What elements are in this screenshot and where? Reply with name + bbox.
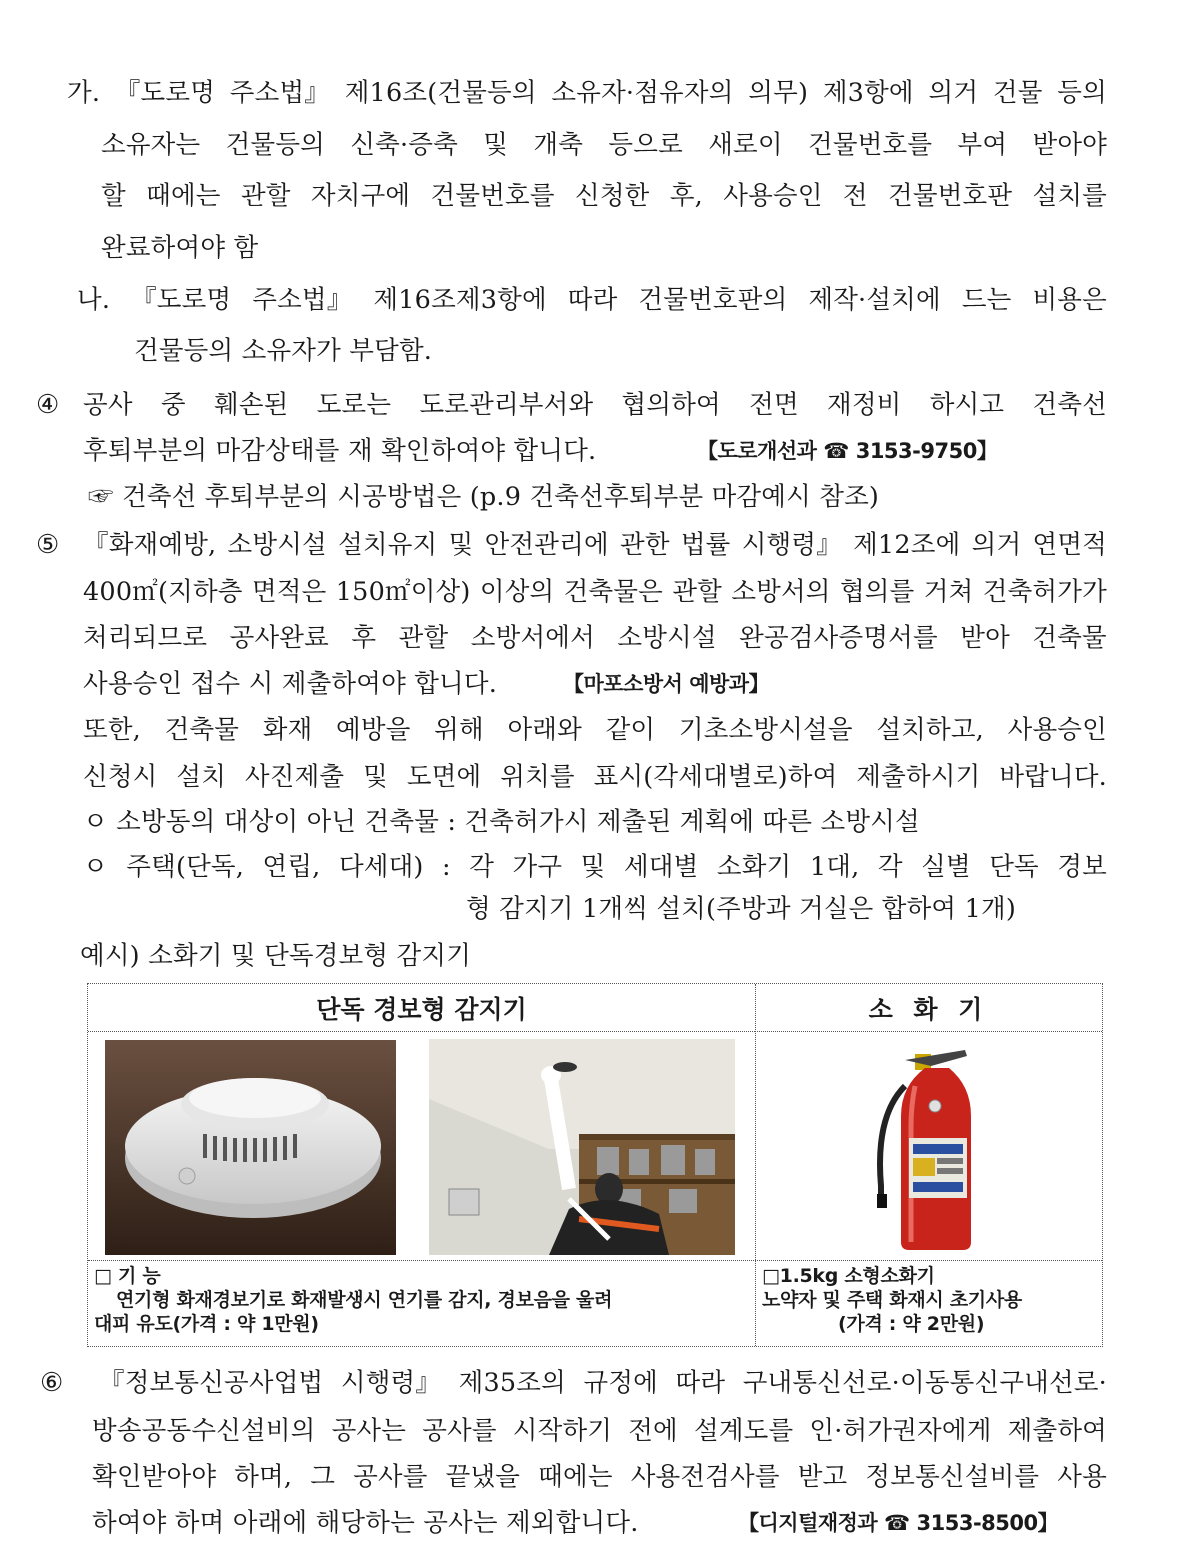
para-na-line2: 건물등의 소유자가 부담함. — [134, 336, 433, 366]
item5-bullet2-line2: 형 감지기 1개씩 설치(주방과 거실은 합하여 1개) — [466, 894, 1016, 924]
detector-caption-title: □ 기 능 — [94, 1265, 161, 1287]
item6-line3: 확인받아야 하며, 그 공사를 끝냈을 때에는 사용전검사를 받고 정보통신설비를 사용 — [92, 1462, 1107, 1492]
para-ga-line4: 완료하여야 함 — [101, 233, 259, 263]
table-column-divider — [755, 984, 756, 1346]
table-header-extinguisher: 소 화 기 — [755, 984, 1102, 1032]
extinguisher-caption-line1: 노약자 및 주택 화재시 초기사용 — [762, 1289, 1022, 1311]
para-ga-line3: 할 때에는 관할 자치구에 건물번호를 신청한 후, 사용승인 전 건물번호판 설치를 — [101, 181, 1107, 211]
item5-bullet1: ㅇ 소방동의 대상이 아닌 건축물 : 건축허가시 제출된 계획에 따른 소방시설 — [83, 807, 920, 837]
item5-department-ref: 【마포소방서 예방과】 — [563, 672, 770, 696]
item4-line2: 후퇴부분의 마감상태를 재 확인하여야 합니다. — [83, 436, 597, 466]
fire-equipment-table — [87, 983, 1103, 1347]
detector-installation-photo — [429, 1039, 735, 1255]
table-header-detector: 단독 경보형 감지기 — [88, 984, 755, 1032]
item5-line1: 『화재예방, 소방시설 설치유지 및 안전관리에 관한 법률 시행령』 제12조에 의거 연면적 — [83, 530, 1107, 560]
item5-line2: 400㎡(지하층 면적은 150㎡이상) 이상의 건축물은 관할 소방서의 협의를 거쳐 건축허가가 — [83, 577, 1107, 607]
smoke-detector-photo — [105, 1040, 396, 1255]
item4-department-ref: 【도로개선과 ☎ 3153-9750】 — [697, 439, 998, 463]
item4-marker: ④ — [36, 390, 60, 420]
item6-line1: 『정보통신공사업법 시행령』 제35조의 규정에 따라 구내통신선로·이동통신구내선로· — [99, 1368, 1107, 1398]
para-na-line1: 나. 『도로명 주소법』 제16조제3항에 따라 건물번호판의 제작·설치에 드는 비용은 — [77, 285, 1107, 315]
para-ga-line1: 가. 『도로명 주소법』 제16조(건물등의 소유자·점유자의 의무) 제3항에 의거 건물 등의 — [67, 78, 1107, 108]
item6-line2: 방송공동수신설비의 공사는 공사를 시작하기 전에 설계도를 인·허가권자에게 제출하여 — [92, 1416, 1107, 1446]
item6-marker: ⑥ — [40, 1368, 64, 1398]
extinguisher-caption-line2: (가격 : 약 2만원) — [838, 1313, 985, 1335]
para-ga-line2: 소유자는 건물등의 신축·증축 및 개축 등으로 새로이 건물번호를 부여 받아야 — [101, 130, 1107, 160]
item6-line4: 하여야 하며 아래에 해당하는 공사는 제외합니다. — [92, 1508, 639, 1538]
item5-line4: 사용승인 접수 시 제출하여야 합니다. — [83, 669, 498, 699]
item5-line3: 처리되므로 공사완료 후 관할 소방서에서 소방시설 완공검사증명서를 받아 건축물 — [83, 623, 1107, 653]
fire-extinguisher-photo — [875, 1046, 985, 1252]
item5-bullet2-line1: ㅇ 주택(단독, 연립, 다세대) : 각 가구 및 세대별 소화기 1대, 각 실별 단독 경보 — [83, 852, 1107, 882]
detector-caption-line1: 연기형 화재경보기로 화재발생시 연기를 감지, 경보음을 울려 — [116, 1289, 613, 1311]
detector-caption-line2: 대피 유도(가격 : 약 1만원) — [94, 1313, 319, 1335]
item5-also-line2: 신청시 설치 사진제출 및 도면에 위치를 표시(각세대별로)하여 제출하시기 바랍니다. — [83, 762, 1107, 792]
item5-also-line1: 또한, 건축물 화재 예방을 위해 아래와 같이 기초소방시설을 설치하고, 사용승인 — [83, 715, 1107, 745]
item6-department-ref: 【디지털재정과 ☎ 3153-8500】 — [738, 1511, 1059, 1535]
item5-marker: ⑤ — [36, 530, 60, 560]
extinguisher-caption-title: □1.5kg 소형소화기 — [762, 1265, 935, 1287]
item4-line1: 공사 중 훼손된 도로는 도로관리부서와 협의하여 전면 재정비 하시고 건축선 — [83, 390, 1107, 420]
item5-example-label: 예시) 소화기 및 단독경보형 감지기 — [80, 941, 472, 971]
table-row-divider — [88, 1260, 1102, 1261]
item4-note: ☞ 건축선 후퇴부분의 시공방법은 (p.9 건축선후퇴부분 마감예시 참조) — [88, 482, 880, 512]
